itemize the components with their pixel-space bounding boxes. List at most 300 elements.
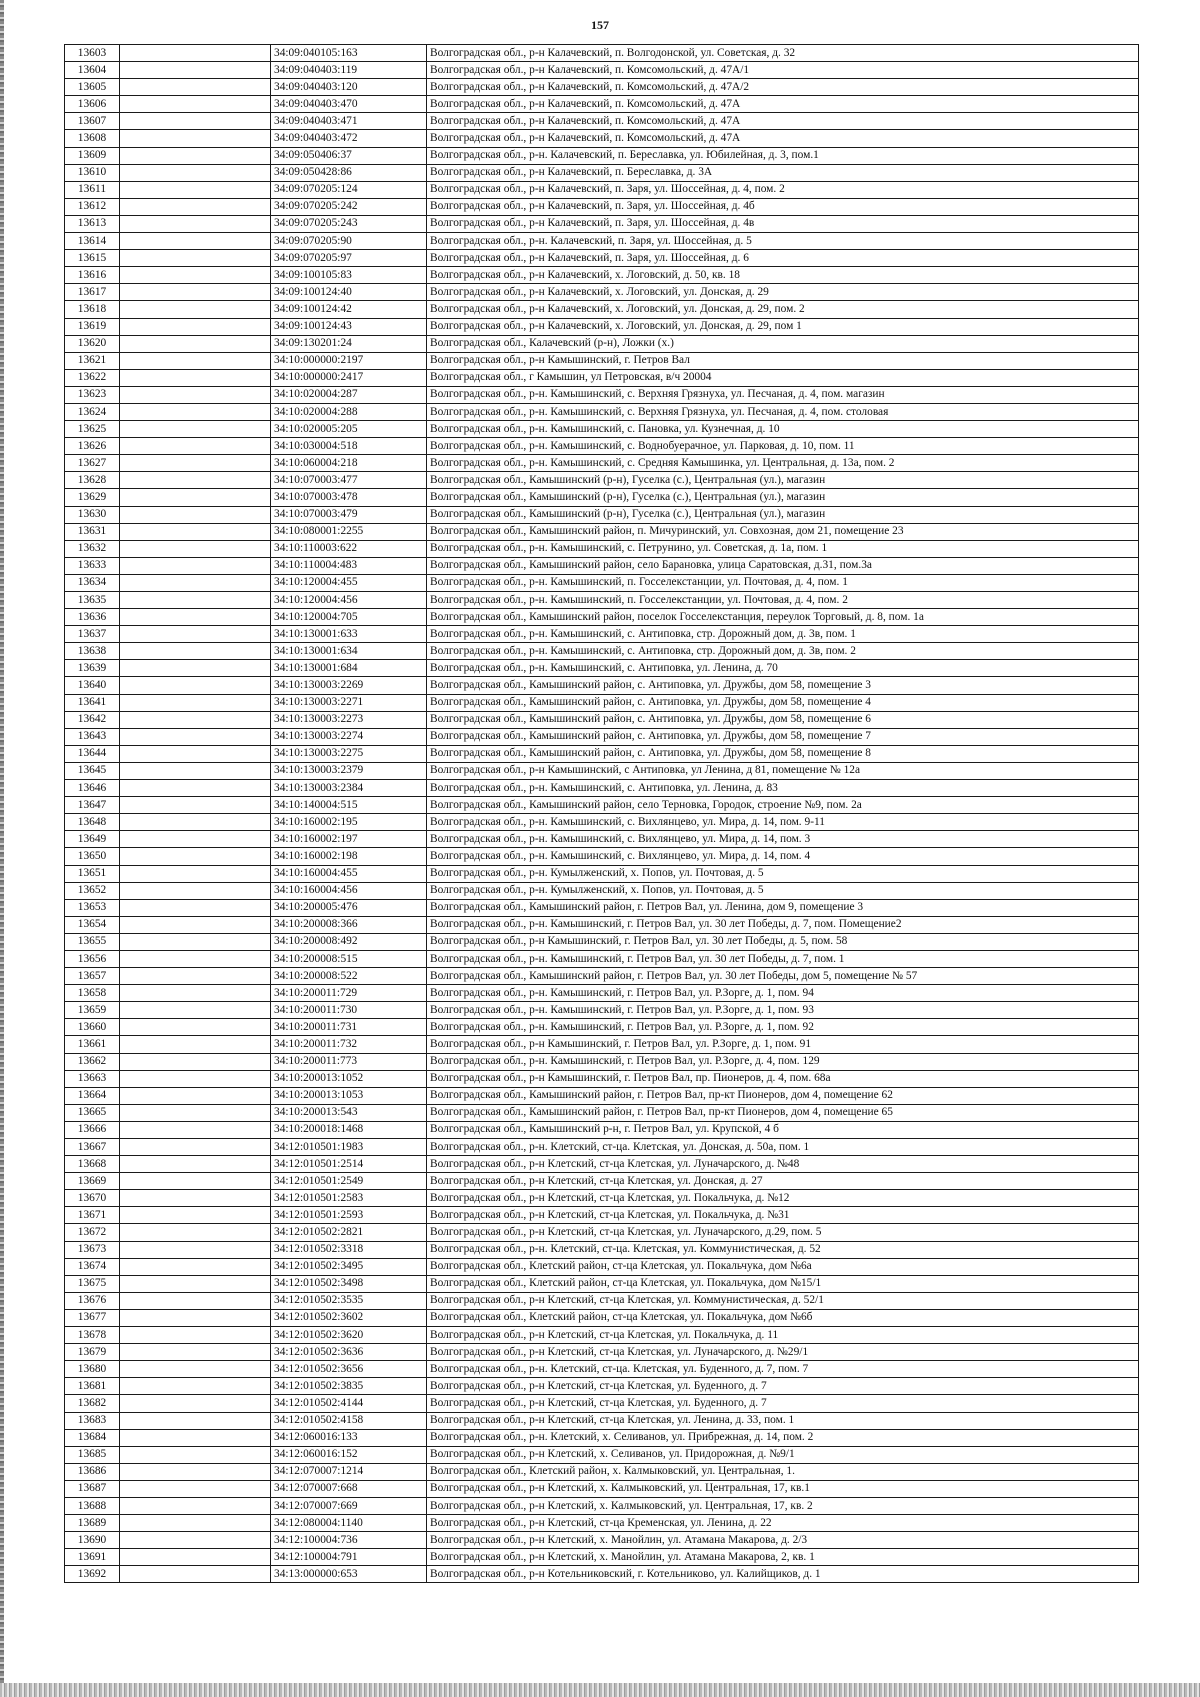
table-row [65,1258,1139,1275]
cadastral-number-cell: 34:09:040403:470 [271,96,427,113]
address-cell: Волгоградская обл., р-н Клетский, х. Манойлин, ул. Атамана Макарова, д. 2/3 [427,1532,1139,1549]
row-number-cell: 13665 [65,1104,120,1121]
table-row [65,1480,1139,1497]
cadastral-number-cell: 34:10:200008:522 [271,968,427,985]
cadastral-number-cell: 34:13:000000:653 [271,1566,427,1583]
address-cell: Волгоградская обл., р-н Калачевский, х. Логовский, ул. Донская, д. 29 [427,284,1139,301]
row-number-cell: 13635 [65,592,120,609]
cadastral-number-cell: 34:10:070003:477 [271,472,427,489]
empty-cell [120,592,271,609]
row-number-cell: 13629 [65,489,120,506]
row-number-cell: 13603 [65,45,120,62]
row-number-cell: 13660 [65,1019,120,1036]
address-cell: Волгоградская обл., Камышинский район, г. Петров Вал, пр-кт Пионеров, дом 4, помещение 65 [427,1104,1139,1121]
table-row [65,1139,1139,1156]
address-cell: Волгоградская обл., р-н. Кумылженский, х. Попов, ул. Почтовая, д. 5 [427,865,1139,882]
empty-cell [120,1087,271,1104]
table-row [65,1156,1139,1173]
table-row [65,831,1139,848]
empty-cell [120,352,271,369]
row-number-cell: 13641 [65,694,120,711]
address-cell: Волгоградская обл., р-н. Камышинский, с. Воднобуерачное, ул. Парковая, д. 10, пом. 11 [427,438,1139,455]
table-row [65,1395,1139,1412]
address-cell: Волгоградская обл., р-н Клетский, ст-ца Кременская, ул. Ленина, д. 22 [427,1515,1139,1532]
table-row [65,1070,1139,1087]
row-number-cell: 13620 [65,335,120,352]
cadastral-number-cell: 34:10:120004:455 [271,574,427,591]
address-cell: Волгоградская обл., Камышинский (р-н), Гуселка (с.), Центральная (ул.), магазин [427,506,1139,523]
registry-table [64,44,1139,1583]
table-row [65,455,1139,472]
address-cell: Волгоградская обл., Камышинский район, с. Антиповка, ул. Дружбы, дом 58, помещение 7 [427,728,1139,745]
cadastral-number-cell: 34:10:130001:684 [271,660,427,677]
cadastral-number-cell: 34:10:200013:543 [271,1104,427,1121]
cadastral-number-cell: 34:12:010502:3498 [271,1275,427,1292]
address-cell: Волгоградская обл., р-н. Камышинский, с. Антиповка, стр. Дорожный дом, д. 3в, пом. 2 [427,643,1139,660]
table-row [65,1019,1139,1036]
row-number-cell: 13668 [65,1156,120,1173]
empty-cell [120,1036,271,1053]
cadastral-number-cell: 34:12:010501:2514 [271,1156,427,1173]
empty-cell [120,1207,271,1224]
empty-cell [120,318,271,335]
table-row [65,1327,1139,1344]
cadastral-number-cell: 34:12:100004:736 [271,1532,427,1549]
cadastral-number-cell: 34:09:040403:471 [271,113,427,130]
empty-cell [120,130,271,147]
row-number-cell: 13672 [65,1224,120,1241]
empty-cell [120,797,271,814]
cadastral-number-cell: 34:12:070007:669 [271,1497,427,1514]
cadastral-number-cell: 34:12:010501:2583 [271,1190,427,1207]
table-row [65,609,1139,626]
cadastral-number-cell: 34:10:020004:287 [271,386,427,403]
empty-cell [120,62,271,79]
empty-cell [120,916,271,933]
table-row [65,318,1139,335]
cadastral-number-cell: 34:12:010501:2593 [271,1207,427,1224]
address-cell: Волгоградская обл., р-н. Камышинский, п. Госселекстанции, ул. Почтовая, д. 4, пом. 1 [427,574,1139,591]
cadastral-number-cell: 34:10:070003:479 [271,506,427,523]
row-number-cell: 13673 [65,1241,120,1258]
cadastral-number-cell: 34:10:200008:492 [271,933,427,950]
empty-cell [120,1292,271,1309]
row-number-cell: 13679 [65,1344,120,1361]
table-row [65,472,1139,489]
address-cell: Волгоградская обл., Камышинский район, п. Мичуринский, ул. Совхозная, дом 21, помещение 23 [427,523,1139,540]
address-cell: Волгоградская обл., Камышинский (р-н), Гуселка (с.), Центральная (ул.), магазин [427,472,1139,489]
row-number-cell: 13606 [65,96,120,113]
row-number-cell: 13677 [65,1309,120,1326]
row-number-cell: 13618 [65,301,120,318]
table-row [65,660,1139,677]
cadastral-number-cell: 34:10:200011:730 [271,1002,427,1019]
table-row [65,1121,1139,1138]
address-cell: Волгоградская обл., р-н. Клетский, ст-ца. Клетская, ул. Донская, д. 50а, пом. 1 [427,1139,1139,1156]
table-row [65,1207,1139,1224]
empty-cell [120,1309,271,1326]
table-row [65,301,1139,318]
cadastral-number-cell: 34:09:040105:163 [271,45,427,62]
cadastral-number-cell: 34:09:100124:42 [271,301,427,318]
empty-cell [120,215,271,232]
table-row [65,1344,1139,1361]
row-number-cell: 13689 [65,1515,120,1532]
table-row [65,1173,1139,1190]
table-row [65,1241,1139,1258]
cadastral-number-cell: 34:09:100105:83 [271,267,427,284]
address-cell: Волгоградская обл., р-н Клетский, ст-ца Клетская, ул. Луначарского, д. №29/1 [427,1344,1139,1361]
cadastral-number-cell: 34:10:120004:456 [271,592,427,609]
table-row [65,574,1139,591]
empty-cell [120,762,271,779]
table-row [65,882,1139,899]
empty-cell [120,1497,271,1514]
address-cell: Волгоградская обл., Камышинский (р-н), Гуселка (с.), Центральная (ул.), магазин [427,489,1139,506]
address-cell: Волгоградская обл., р-н Калачевский, п. Заря, ул. Шоссейная, д. 4, пом. 2 [427,181,1139,198]
row-number-cell: 13646 [65,780,120,797]
empty-cell [120,284,271,301]
row-number-cell: 13625 [65,421,120,438]
empty-cell [120,1344,271,1361]
address-cell: Волгоградская обл., р-н. Камышинский, г. Петров Вал, ул. 30 лет Победы, д. 7, пом. 1 [427,950,1139,967]
empty-cell [120,233,271,250]
row-number-cell: 13661 [65,1036,120,1053]
table-row [65,1053,1139,1070]
cadastral-number-cell: 34:12:010502:3620 [271,1327,427,1344]
empty-cell [120,643,271,660]
row-number-cell: 13615 [65,250,120,267]
table-row [65,1497,1139,1514]
cadastral-number-cell: 34:10:130003:2379 [271,762,427,779]
row-number-cell: 13621 [65,352,120,369]
empty-cell [120,865,271,882]
table-row [65,62,1139,79]
table-row [65,1446,1139,1463]
table-row [65,592,1139,609]
table-row [65,352,1139,369]
cadastral-number-cell: 34:10:110003:622 [271,540,427,557]
table-row [65,626,1139,643]
address-cell: Волгоградская обл., р-н Калачевский, х. Логовский, д. 50, кв. 18 [427,267,1139,284]
table-row [65,677,1139,694]
address-cell: Волгоградская обл., г Камышин, ул Петровская, в/ч 20004 [427,369,1139,386]
cadastral-number-cell: 34:10:130003:2275 [271,745,427,762]
empty-cell [120,1480,271,1497]
cadastral-number-cell: 34:09:040403:119 [271,62,427,79]
row-number-cell: 13614 [65,233,120,250]
address-cell: Волгоградская обл., Камышинский р-н, г. Петров Вал, ул. Крупской, 4 б [427,1121,1139,1138]
cadastral-number-cell: 34:10:200011:729 [271,985,427,1002]
row-number-cell: 13634 [65,574,120,591]
empty-cell [120,899,271,916]
empty-cell [120,694,271,711]
cadastral-number-cell: 34:10:200018:1468 [271,1121,427,1138]
address-cell: Волгоградская обл., р-н Камышинский, г. Петров Вал, ул. 30 лет Победы, д. 5, пом. 58 [427,933,1139,950]
table-row [65,386,1139,403]
row-number-cell: 13647 [65,797,120,814]
address-cell: Волгоградская обл., р-н Калачевский, п. Комсомольский, д. 47А/2 [427,79,1139,96]
row-number-cell: 13626 [65,438,120,455]
cadastral-number-cell: 34:09:070205:97 [271,250,427,267]
cadastral-number-cell: 34:10:200005:476 [271,899,427,916]
row-number-cell: 13685 [65,1446,120,1463]
cadastral-number-cell: 34:12:060016:133 [271,1429,427,1446]
address-cell: Волгоградская обл., Клетский район, ст-ца Клетская, ул. Покальчука, дом №6б [427,1309,1139,1326]
cadastral-number-cell: 34:12:010502:3636 [271,1344,427,1361]
table-row [65,96,1139,113]
row-number-cell: 13658 [65,985,120,1002]
row-number-cell: 13652 [65,882,120,899]
address-cell: Волгоградская обл., р-н Камышинский, с Антиповка, ул Ленина, д 81, помещение № 12а [427,762,1139,779]
address-cell: Волгоградская обл., р-н Клетский, х. Манойлин, ул. Атамана Макарова, 2, кв. 1 [427,1549,1139,1566]
empty-cell [120,267,271,284]
address-cell: Волгоградская обл., р-н. Кумылженский, х. Попов, ул. Почтовая, д. 5 [427,882,1139,899]
row-number-cell: 13633 [65,557,120,574]
cadastral-number-cell: 34:12:070007:1214 [271,1463,427,1480]
row-number-cell: 13678 [65,1327,120,1344]
cadastral-number-cell: 34:09:070205:90 [271,233,427,250]
table-row [65,1463,1139,1480]
address-cell: Волгоградская обл., р-н Калачевский, п. Заря, ул. Шоссейная, д. 4в [427,215,1139,232]
address-cell: Волгоградская обл., р-н Калачевский, п. Комсомольский, д. 47А [427,96,1139,113]
cadastral-number-cell: 34:10:200013:1052 [271,1070,427,1087]
row-number-cell: 13659 [65,1002,120,1019]
cadastral-number-cell: 34:09:100124:43 [271,318,427,335]
table-row [65,438,1139,455]
row-number-cell: 13648 [65,814,120,831]
cadastral-number-cell: 34:10:020004:288 [271,403,427,420]
address-cell: Волгоградская обл., р-н Калачевский, п. Комсомольский, д. 47А/1 [427,62,1139,79]
address-cell: Волгоградская обл., р-н Камышинский, г. Петров Вал, ул. Р.Зорге, д. 1, пом. 91 [427,1036,1139,1053]
empty-cell [120,198,271,215]
row-number-cell: 13692 [65,1566,120,1583]
address-cell: Волгоградская обл., р-н. Камышинский, с. Верхняя Грязнуха, ул. Песчаная, д. 4, пом. столовая [427,403,1139,420]
address-cell: Волгоградская обл., р-н. Камышинский, с. Верхняя Грязнуха, ул. Песчаная, д. 4, пом. магазин [427,386,1139,403]
empty-cell [120,660,271,677]
empty-cell [120,1019,271,1036]
cadastral-number-cell: 34:09:070205:243 [271,215,427,232]
empty-cell [120,1190,271,1207]
table-row [65,1036,1139,1053]
address-cell: Волгоградская обл., р-н Клетский, х. Селиванов, ул. Придорожная, д. №9/1 [427,1446,1139,1463]
address-cell: Волгоградская обл., Камышинский район, г. Петров Вал, пр-кт Пионеров, дом 4, помещение 62 [427,1087,1139,1104]
address-cell: Волгоградская обл., р-н. Камышинский, с. Петрунино, ул. Советская, д. 1а, пом. 1 [427,540,1139,557]
empty-cell [120,438,271,455]
scan-edge-left [0,0,4,1697]
row-number-cell: 13644 [65,745,120,762]
table-row [65,711,1139,728]
row-number-cell: 13645 [65,762,120,779]
empty-cell [120,1258,271,1275]
row-number-cell: 13686 [65,1463,120,1480]
table-row [65,1104,1139,1121]
empty-cell [120,455,271,472]
address-cell: Волгоградская обл., р-н. Калачевский, п. Заря, ул. Шоссейная, д. 5 [427,233,1139,250]
empty-cell [120,1378,271,1395]
cadastral-number-cell: 34:10:160002:197 [271,831,427,848]
empty-cell [120,369,271,386]
address-cell: Волгоградская обл., Клетский район, х. Калмыковский, ул. Центральная, 1. [427,1463,1139,1480]
cadastral-number-cell: 34:10:200011:731 [271,1019,427,1036]
empty-cell [120,728,271,745]
row-number-cell: 13605 [65,79,120,96]
table-row [65,797,1139,814]
row-number-cell: 13610 [65,164,120,181]
row-number-cell: 13623 [65,386,120,403]
address-cell: Волгоградская обл., Камышинский район, г. Петров Вал, ул. Ленина, дом 9, помещение 3 [427,899,1139,916]
empty-cell [120,1532,271,1549]
table-row [65,1309,1139,1326]
address-cell: Волгоградская обл., р-н Калачевский, п. Заря, ул. Шоссейная, д. 6 [427,250,1139,267]
address-cell: Волгоградская обл., р-н. Камышинский, г. Петров Вал, ул. Р.Зорге, д. 1, пом. 92 [427,1019,1139,1036]
cadastral-number-cell: 34:10:000000:2197 [271,352,427,369]
table-row [65,284,1139,301]
row-number-cell: 13670 [65,1190,120,1207]
empty-cell [120,1566,271,1583]
address-cell: Волгоградская обл., Камышинский район, поселок Госселекстанция, переулок Торговый, д. 8, пом. 1а [427,609,1139,626]
cadastral-number-cell: 34:09:130201:24 [271,335,427,352]
row-number-cell: 13688 [65,1497,120,1514]
empty-cell [120,848,271,865]
cadastral-number-cell: 34:10:200008:366 [271,916,427,933]
row-number-cell: 13675 [65,1275,120,1292]
cadastral-number-cell: 34:10:130001:633 [271,626,427,643]
empty-cell [120,79,271,96]
empty-cell [120,1156,271,1173]
table-row [65,1190,1139,1207]
cadastral-number-cell: 34:10:070003:478 [271,489,427,506]
address-cell: Волгоградская обл., р-н Калачевский, х. Логовский, ул. Донская, д. 29, пом. 2 [427,301,1139,318]
empty-cell [120,1002,271,1019]
empty-cell [120,301,271,318]
address-cell: Волгоградская обл., р-н. Камышинский, г. Петров Вал, ул. Р.Зорге, д. 4, пом. 129 [427,1053,1139,1070]
row-number-cell: 13663 [65,1070,120,1087]
empty-cell [120,403,271,420]
address-cell: Волгоградская обл., р-н Клетский, ст-ца Клетская, ул. Луначарского, д. №48 [427,1156,1139,1173]
table-row [65,762,1139,779]
address-cell: Волгоградская обл., р-н. Камышинский, г. Петров Вал, ул. 30 лет Победы, д. 7, пом. Помещение2 [427,916,1139,933]
table-row [65,557,1139,574]
empty-cell [120,181,271,198]
empty-cell [120,1053,271,1070]
cadastral-number-cell: 34:10:130003:2269 [271,677,427,694]
cadastral-number-cell: 34:12:010502:3656 [271,1361,427,1378]
empty-cell [120,1241,271,1258]
cadastral-number-cell: 34:10:140004:515 [271,797,427,814]
empty-cell [120,1070,271,1087]
row-number-cell: 13637 [65,626,120,643]
table-row [65,523,1139,540]
empty-cell [120,1275,271,1292]
address-cell: Волгоградская обл., р-н. Камышинский, г. Петров Вал, ул. Р.Зорге, д. 1, пом. 93 [427,1002,1139,1019]
empty-cell [120,882,271,899]
address-cell: Волгоградская обл., р-н. Камышинский, с. Антиповка, ул. Ленина, д. 70 [427,660,1139,677]
cadastral-number-cell: 34:10:000000:2417 [271,369,427,386]
row-number-cell: 13681 [65,1378,120,1395]
row-number-cell: 13627 [65,455,120,472]
empty-cell [120,557,271,574]
table-row [65,1566,1139,1583]
cadastral-number-cell: 34:12:010502:4158 [271,1412,427,1429]
address-cell: Волгоградская обл., р-н. Камышинский, с. Вихлянцево, ул. Мира, д. 14, пом. 9-11 [427,814,1139,831]
row-number-cell: 13628 [65,472,120,489]
empty-cell [120,1173,271,1190]
address-cell: Волгоградская обл., р-н Клетский, ст-ца Клетская, ул. Луначарского, д.29, пом. 5 [427,1224,1139,1241]
address-cell: Волгоградская обл., р-н. Камышинский, с. Вихлянцево, ул. Мира, д. 14, пом. 3 [427,831,1139,848]
cadastral-number-cell: 34:12:100004:791 [271,1549,427,1566]
cadastral-number-cell: 34:10:110004:483 [271,557,427,574]
address-cell: Волгоградская обл., р-н. Камышинский, с. Антиповка, стр. Дорожный дом, д. 3в, пом. 1 [427,626,1139,643]
row-number-cell: 13683 [65,1412,120,1429]
cadastral-number-cell: 34:12:010502:3318 [271,1241,427,1258]
empty-cell [120,335,271,352]
empty-cell [120,745,271,762]
table-row [65,1292,1139,1309]
row-number-cell: 13674 [65,1258,120,1275]
row-number-cell: 13669 [65,1173,120,1190]
address-cell: Волгоградская обл., Камышинский район, г. Петров Вал, ул. 30 лет Победы, дом 5, помещение № 57 [427,968,1139,985]
cadastral-number-cell: 34:10:160002:198 [271,848,427,865]
address-cell: Волгоградская обл., р-н. Камышинский, с. Вихлянцево, ул. Мира, д. 14, пом. 4 [427,848,1139,865]
row-number-cell: 13682 [65,1395,120,1412]
address-cell: Волгоградская обл., р-н Котельниковский, г. Котельниково, ул. Калийщиков, д. 1 [427,1566,1139,1583]
row-number-cell: 13650 [65,848,120,865]
cadastral-number-cell: 34:09:050406:37 [271,147,427,164]
cadastral-number-cell: 34:12:060016:152 [271,1446,427,1463]
address-cell: Волгоградская обл., р-н Калачевский, п. Заря, ул. Шоссейная, д. 4б [427,198,1139,215]
empty-cell [120,1463,271,1480]
empty-cell [120,985,271,1002]
cadastral-number-cell: 34:09:100124:40 [271,284,427,301]
row-number-cell: 13631 [65,523,120,540]
row-number-cell: 13616 [65,267,120,284]
address-cell: Волгоградская обл., Камышинский район, с. Антиповка, ул. Дружбы, дом 58, помещение 4 [427,694,1139,711]
row-number-cell: 13622 [65,369,120,386]
empty-cell [120,626,271,643]
row-number-cell: 13657 [65,968,120,985]
row-number-cell: 13613 [65,215,120,232]
empty-cell [120,147,271,164]
address-cell: Волгоградская обл., р-н Камышинский, г. Петров Вал [427,352,1139,369]
address-cell: Волгоградская обл., Калачевский (р-н), Ложки (х.) [427,335,1139,352]
scan-edge-bottom [0,1683,1200,1697]
cadastral-number-cell: 34:10:200013:1053 [271,1087,427,1104]
empty-cell [120,677,271,694]
row-number-cell: 13664 [65,1087,120,1104]
empty-cell [120,45,271,62]
cadastral-number-cell: 34:12:080004:1140 [271,1515,427,1532]
row-number-cell: 13619 [65,318,120,335]
address-cell: Волгоградская обл., р-н Клетский, ст-ца Клетская, ул. Покальчука, д. №12 [427,1190,1139,1207]
table-row [65,814,1139,831]
empty-cell [120,574,271,591]
table-row [65,369,1139,386]
row-number-cell: 13636 [65,609,120,626]
address-cell: Волгоградская обл., р-н. Камышинский, с. Пановка, ул. Кузнечная, д. 10 [427,421,1139,438]
row-number-cell: 13617 [65,284,120,301]
table-row [65,985,1139,1002]
table-row [65,250,1139,267]
cadastral-number-cell: 34:12:010502:2821 [271,1224,427,1241]
table-row [65,147,1139,164]
empty-cell [120,1549,271,1566]
address-cell: Волгоградская обл., р-н Калачевский, х. Логовский, ул. Донская, д. 29, пом 1 [427,318,1139,335]
address-cell: Волгоградская обл., р-н. Камышинский, п. Госселекстанции, ул. Почтовая, д. 4, пом. 2 [427,592,1139,609]
cadastral-number-cell: 34:12:010502:3602 [271,1309,427,1326]
table-row [65,643,1139,660]
table-row [65,780,1139,797]
